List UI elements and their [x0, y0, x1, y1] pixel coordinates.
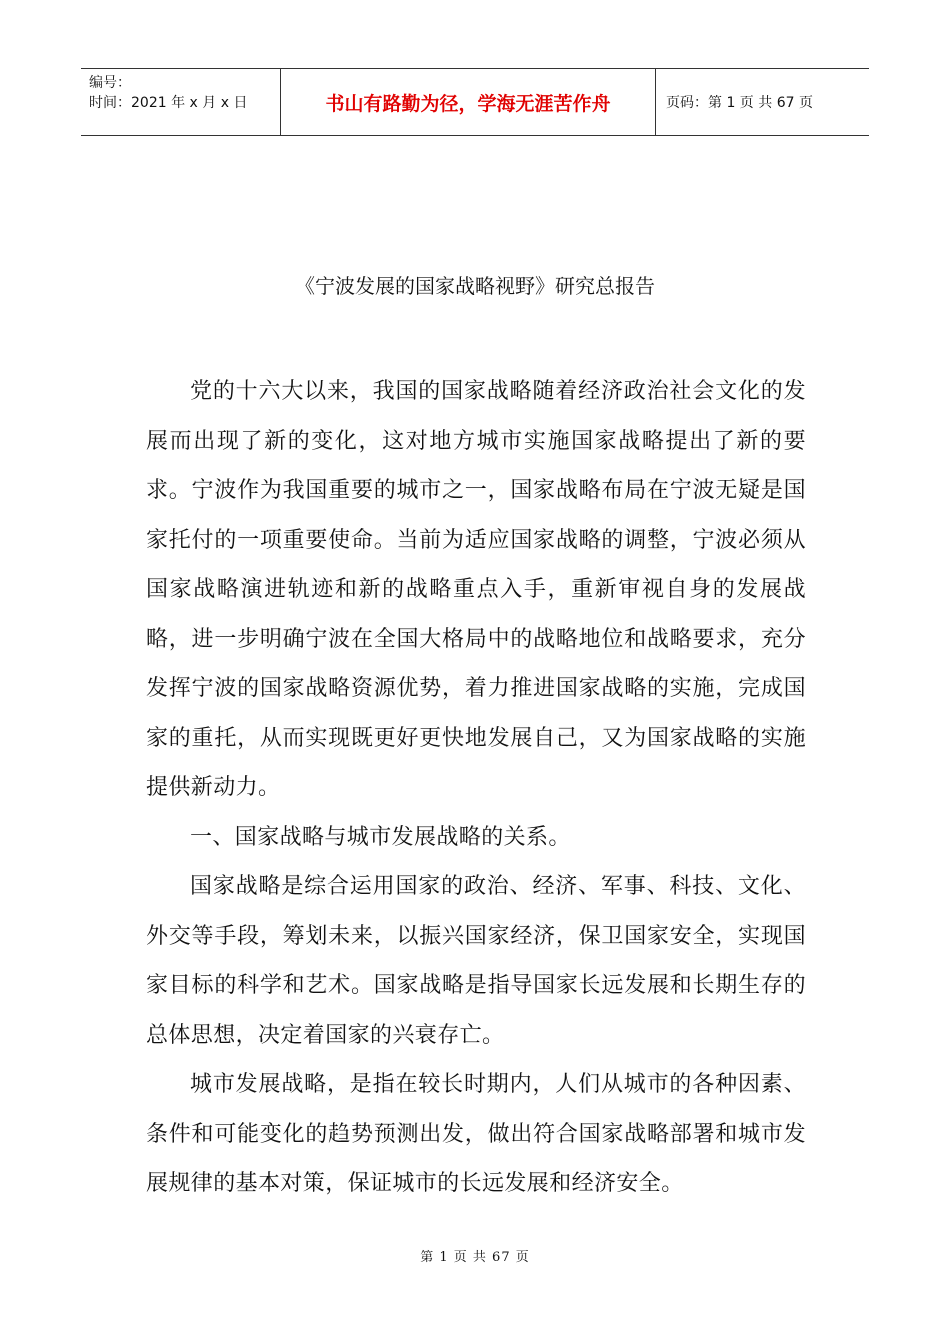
paragraph: 城市发展战略，是指在较长时期内，人们从城市的各种因素、条件和可能变化的趋势预测出发，做出符合国家战略部署和城市发展规律的基本对策，保证城市的长远发展和经济安全。: [146, 1072, 806, 1196]
paragraph: 国家战略是综合运用国家的政治、经济、军事、科技、文化、外交等手段，筹划未来，以振兴国家经济，保卫国家安全，实现国家目标的科学和艺术。国家战略是指导国家长远发展和长期生存的总体思想，决定着国家的兴衰存亡。: [146, 874, 806, 1048]
header-page-info: 页码：第 1 页 共 67 页: [666, 95, 813, 111]
page-footer: 第 1 页 共 67 页: [420, 1250, 530, 1265]
document-header: [81, 68, 869, 136]
document-body: [146, 367, 806, 1209]
time-label: 时间：2021 年 x 月 x 日: [89, 95, 248, 111]
document-title: 《宁波发展的国家战略视野》研究总报告: [295, 274, 655, 298]
number-label: 编号：: [89, 75, 131, 91]
paragraph: 党的十六大以来，我国的国家战略随着经济政治社会文化的发展而出现了新的变化，这对地方城市实施国家战略提出了新的要求。宁波作为我国重要的城市之一，国家战略布局在宁波无疑是国家托付的一项重要使命。当前为适应国家战略的调整，宁波必须从国家战略演进轨迹和新的战略重点入手，重新审视自身的发展战略，进一步明确宁波在全国大格局中的战略地位和战略要求，充分发挥宁波的国家战略资源优势，着力推进国家战略的实施，完成国家的重托，从而实现既更好更快地发展自己，又为国家战略的实施提供新动力。: [146, 379, 806, 800]
header-meta: [81, 69, 281, 135]
section-heading: 一、国家战略与城市发展战略的关系。: [190, 824, 571, 850]
header-motto: 书山有路勤为径，学海无涯苦作舟: [281, 69, 656, 135]
